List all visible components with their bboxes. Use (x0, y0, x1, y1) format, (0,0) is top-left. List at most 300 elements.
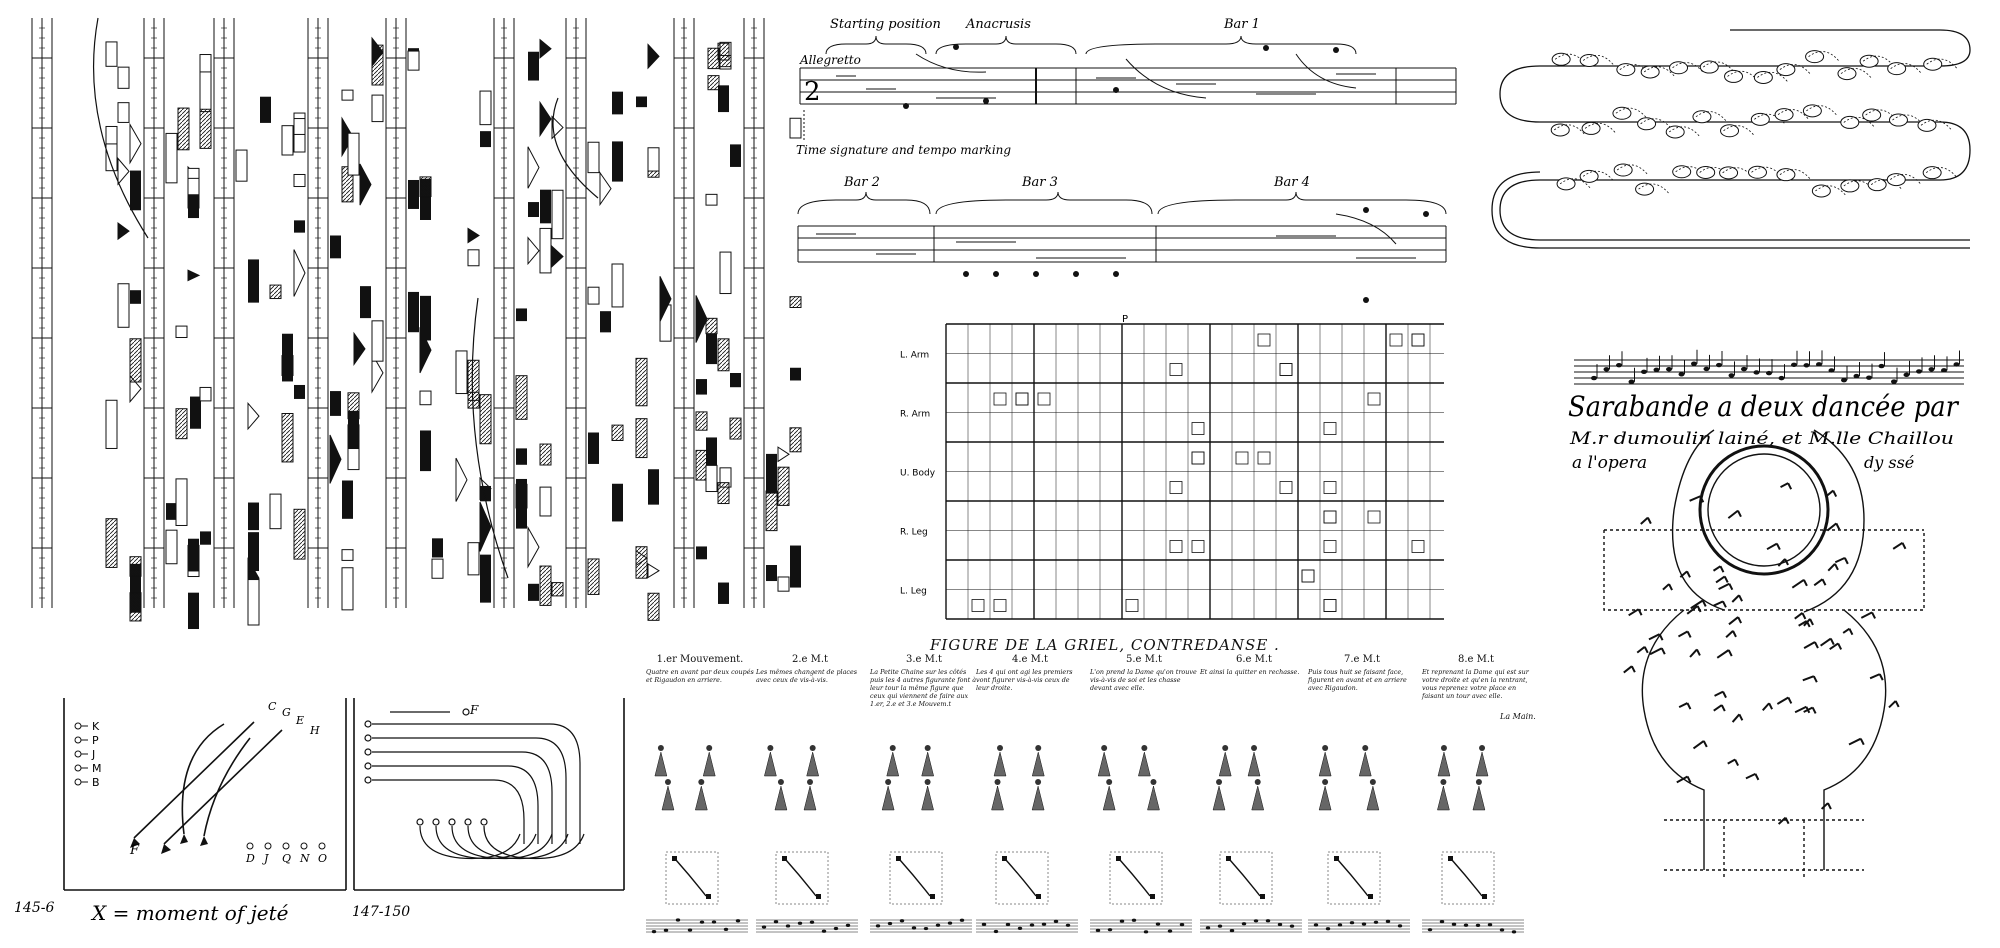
step-sign (1746, 774, 1758, 780)
limb-symbol (1390, 334, 1402, 346)
step-mark (1614, 164, 1632, 176)
feuillet-venue: a l'opera (1572, 453, 1648, 473)
limb-row-label: R. Leg (900, 527, 928, 538)
movement-column (1422, 654, 1530, 700)
limb-symbol (1324, 511, 1336, 523)
step-mark (1748, 166, 1766, 178)
limb-grid-score (896, 316, 1446, 620)
figure-group (976, 745, 1078, 933)
step-mark (1673, 166, 1691, 178)
direction-symbol (552, 246, 563, 266)
step-mark (1552, 53, 1570, 65)
direction-symbol (106, 42, 117, 66)
bar-4-label: Bar 4 (1274, 175, 1310, 190)
step-sign (1849, 739, 1864, 745)
direction-symbol (588, 559, 599, 594)
step-mark (1806, 51, 1824, 63)
limb-symbol (1280, 482, 1292, 494)
direction-symbol (188, 270, 199, 280)
limb-symbol (1258, 334, 1270, 346)
direction-symbol (348, 411, 359, 449)
staff-point-label: J (92, 748, 96, 761)
point-e-label: E (296, 714, 305, 727)
direction-symbol (468, 228, 479, 242)
direction-symbol (294, 385, 305, 399)
direction-symbol (330, 235, 341, 258)
direction-symbol (248, 532, 259, 571)
step-sign (1870, 674, 1883, 680)
direction-symbol (648, 593, 659, 620)
limb-symbol (972, 600, 984, 612)
figure-group (1422, 745, 1524, 933)
direction-symbol (200, 72, 211, 112)
figure-group (756, 745, 858, 933)
limb-symbol (994, 393, 1006, 405)
direction-symbol (200, 387, 211, 400)
limb-row-label: L. Leg (900, 586, 927, 597)
direction-symbol (176, 479, 187, 526)
direction-symbol (118, 103, 129, 123)
step-mark (1551, 124, 1569, 136)
direction-symbol (766, 565, 777, 581)
step-sign (1814, 579, 1825, 585)
step-mark (1666, 126, 1684, 138)
movement-label: 7.e M.t (1343, 654, 1381, 665)
movement-column (1090, 654, 1198, 692)
direction-symbol (176, 326, 187, 337)
limb-symbol (1324, 541, 1336, 553)
direction-symbol (600, 311, 611, 332)
direction-symbol (766, 491, 777, 531)
direction-symbol (480, 395, 491, 444)
limb-symbol (1192, 452, 1204, 464)
limb-symbol (1280, 364, 1292, 376)
direction-symbol (294, 220, 305, 232)
direction-symbol (432, 559, 443, 578)
step-mark (1803, 105, 1821, 117)
step-mark (1889, 114, 1907, 126)
step-sign (1716, 576, 1728, 582)
direction-symbol (372, 95, 383, 122)
step-sign (1779, 818, 1789, 824)
direction-symbol (294, 119, 305, 135)
direction-symbol (648, 564, 659, 578)
step-sign (1827, 491, 1836, 497)
direction-symbol (200, 109, 211, 148)
step-mark (1720, 167, 1738, 179)
movement-label: 5.e M.t (1125, 654, 1163, 665)
direction-symbol (696, 295, 707, 342)
movement-text: L'on prend la Dame qu'on trouve vis-à-vis de soi et les chasse devant avec elle. (1090, 668, 1197, 692)
step-mark (1812, 185, 1830, 197)
movement-label: 6.e M.t (1235, 654, 1273, 665)
limb-symbol (1016, 393, 1028, 405)
step-sign (1690, 649, 1700, 657)
movement-score (796, 14, 1456, 314)
direction-symbol (696, 546, 707, 559)
movement-text: Les 4 qui ont agi les premiers vont figurer vis-à-vis ceux de leur droite. (976, 668, 1073, 692)
direction-symbol (600, 173, 611, 205)
direction-symbol (612, 92, 623, 115)
direction-symbol (696, 450, 707, 480)
step-sign (1728, 760, 1738, 766)
step-mark (1860, 55, 1878, 67)
step-mark (1868, 179, 1886, 191)
direction-symbol (248, 259, 259, 302)
direction-symbol (188, 539, 199, 572)
direction-symbol (516, 448, 527, 464)
lower-point-label: D (246, 852, 255, 865)
lower-point-label: J (264, 852, 269, 865)
direction-symbol (294, 250, 305, 297)
step-mark (1700, 61, 1718, 73)
movement-text: Les mêmes changent de places avec ceux de vis-à-vis. (756, 668, 858, 684)
direction-symbol (330, 435, 341, 483)
step-sign (1803, 676, 1817, 682)
step-sign (1624, 666, 1635, 672)
staff-point-label: B (92, 776, 100, 789)
limb-symbol (1192, 541, 1204, 553)
direction-symbol (106, 400, 117, 448)
step-sign (1804, 642, 1818, 648)
direction-symbol (708, 48, 719, 68)
direction-symbol (612, 264, 623, 307)
step-mark (1775, 109, 1793, 121)
step-sign (1795, 613, 1806, 619)
limb-symbol (1324, 423, 1336, 435)
step-sign (1861, 612, 1875, 618)
step-mark (1693, 111, 1711, 123)
direction-symbol (130, 339, 141, 382)
left-caption: 145-6 (14, 900, 55, 916)
step-mark (1918, 119, 1936, 131)
movement-column (1200, 654, 1308, 676)
limb-symbol (1170, 364, 1182, 376)
direction-symbol (166, 503, 177, 520)
direction-symbol (106, 519, 117, 568)
direction-symbol (294, 509, 305, 559)
direction-symbol (790, 546, 801, 588)
laban-staff (528, 18, 623, 608)
feuillet-notation (1564, 350, 1964, 910)
right-point-label: F (470, 703, 479, 717)
floor-track (1500, 20, 1980, 280)
movement-label: 3.e M.t (905, 654, 943, 665)
gesture-diagram-left (14, 694, 349, 926)
direction-symbol (540, 190, 551, 224)
direction-symbol (636, 358, 647, 405)
direction-symbol (540, 102, 551, 135)
limb-row-label: R. Arm (900, 409, 931, 420)
movement-label: 8.e M.t (1457, 654, 1495, 665)
staff-point-label: M (92, 762, 102, 775)
direction-symbol (372, 321, 383, 361)
direction-symbol (420, 430, 431, 471)
direction-symbol (294, 174, 305, 186)
step-sign (1777, 697, 1791, 703)
direction-symbol (348, 133, 359, 175)
direction-symbol (118, 158, 129, 184)
movement-label: 2.e M.t (791, 654, 829, 665)
direction-symbol (420, 391, 431, 405)
movement-column (646, 654, 754, 684)
direction-symbol (706, 194, 717, 205)
step-sign (1719, 584, 1733, 590)
laban-staff (348, 18, 443, 608)
step-mark (1754, 71, 1772, 83)
direction-symbol (588, 142, 599, 172)
step-mark (1613, 107, 1631, 119)
direction-symbol (540, 566, 551, 605)
step-sign (1792, 580, 1807, 588)
direction-symbol (540, 40, 551, 58)
direction-symbol (178, 108, 189, 150)
step-mark (1751, 113, 1769, 125)
direction-symbol (636, 419, 647, 458)
direction-symbol (612, 141, 623, 181)
direction-symbol (766, 454, 777, 494)
movement-label: 1.er Mouvement. (656, 654, 744, 665)
point-h-label: H (310, 724, 320, 737)
direction-symbol (730, 418, 741, 439)
step-mark (1721, 125, 1739, 137)
step-sign (1726, 631, 1736, 637)
staff-point-label: K (92, 720, 100, 733)
direction-symbol (130, 557, 141, 577)
step-sign (1717, 650, 1731, 658)
direction-symbol (480, 555, 491, 603)
direction-symbol (360, 286, 371, 318)
direction-symbol (330, 391, 341, 416)
movement-column (1308, 654, 1416, 692)
step-sign (1629, 609, 1642, 615)
direction-symbol (432, 538, 443, 557)
step-sign (1763, 703, 1772, 710)
limb-symbol (1412, 334, 1424, 346)
movement-label: 4.e M.t (1011, 654, 1049, 665)
step-sign (1729, 617, 1741, 624)
limb-symbol (1016, 393, 1028, 405)
limb-row-label: L. Arm (900, 350, 930, 361)
direction-symbol (130, 124, 141, 162)
step-mark (1670, 62, 1688, 74)
movement-column (870, 654, 978, 708)
step-mark (1636, 183, 1654, 195)
step-sign (1641, 518, 1651, 524)
laban-staff (106, 18, 201, 621)
step-sign (1679, 703, 1690, 709)
direction-symbol (588, 433, 599, 464)
direction-symbol (248, 580, 259, 625)
direction-symbol (118, 67, 129, 88)
step-mark (1617, 64, 1635, 76)
limb-symbol (994, 600, 1006, 612)
direction-symbol (730, 373, 741, 387)
direction-symbol (540, 487, 551, 516)
direction-symbol (408, 51, 419, 70)
direction-symbol (528, 147, 539, 189)
direction-symbol (260, 97, 271, 123)
limb-symbol (1368, 393, 1380, 405)
step-sign (1821, 639, 1834, 646)
direction-symbol (790, 428, 801, 452)
right-caption: 147-150 (352, 904, 411, 920)
step-sign (1715, 692, 1726, 698)
direction-symbol (528, 52, 539, 81)
direction-symbol (130, 593, 141, 621)
direction-symbol (778, 577, 789, 591)
direction-symbol (248, 403, 259, 429)
step-mark (1863, 109, 1881, 121)
tempo-label: Allegretto (800, 53, 861, 67)
bar-2-label: Bar 2 (844, 175, 880, 190)
step-sign (1893, 543, 1905, 549)
direction-symbol (480, 91, 491, 125)
step-mark (1888, 63, 1906, 75)
direction-symbol (270, 285, 281, 298)
limb-symbol (1324, 511, 1336, 523)
direction-symbol (778, 447, 789, 461)
labanotation-score (38, 18, 778, 628)
step-sign (1889, 701, 1899, 708)
step-mark (1638, 118, 1656, 130)
step-sign (1732, 595, 1742, 602)
direction-symbol (540, 444, 551, 465)
limb-symbol (1412, 334, 1424, 346)
dancer-figures (640, 728, 1560, 948)
direction-symbol (456, 458, 467, 501)
step-mark (1887, 174, 1905, 186)
direction-symbol (718, 339, 729, 371)
movement-text: Quatre en avant par deux coupés et Rigaudon en arriere. (646, 668, 754, 684)
limb-symbol (1302, 570, 1314, 582)
step-mark (1923, 167, 1941, 179)
step-sign (1694, 741, 1707, 748)
limb-symbol (1412, 541, 1424, 553)
direction-symbol (282, 126, 293, 155)
point-g-label: G (282, 706, 291, 719)
point-c-label: C (268, 700, 277, 713)
direction-symbol (342, 90, 353, 100)
direction-symbol (342, 550, 353, 561)
direction-symbol (166, 530, 177, 564)
step-mark (1697, 166, 1715, 178)
direction-symbol (360, 164, 371, 205)
direction-symbol (718, 85, 729, 112)
step-mark (1841, 180, 1859, 192)
figure-group (1200, 745, 1302, 932)
direction-symbol (636, 97, 647, 108)
direction-symbol (516, 308, 527, 321)
direction-symbol (130, 290, 141, 304)
laban-staff (456, 18, 551, 608)
direction-symbol (696, 412, 707, 430)
direction-symbol (528, 238, 539, 264)
direction-symbol (718, 583, 729, 604)
step-mark (1641, 66, 1659, 78)
direction-symbol (718, 43, 729, 60)
anacrusis-label: Anacrusis (966, 17, 1031, 32)
limb-symbol (1368, 511, 1380, 523)
direction-symbol (420, 177, 431, 197)
feuillet-dancers: M.r dumoulin lainé, et M.lle Chaillou (1568, 429, 1954, 449)
step-sign (1843, 629, 1852, 635)
limb-symbol (1324, 600, 1336, 612)
floor-track-diagram (1500, 20, 1980, 280)
direction-symbol (408, 180, 419, 209)
figure-group (1090, 745, 1192, 933)
dance-path-circle (1700, 446, 1828, 574)
step-sign (1728, 511, 1741, 518)
step-sign (1828, 564, 1838, 571)
direction-symbol (612, 484, 623, 522)
direction-symbol (342, 568, 353, 610)
direction-symbol (236, 150, 247, 181)
feuillet-title: Sarabande a deux dancée par (1568, 390, 1960, 423)
limb-symbol (1280, 364, 1292, 376)
direction-symbol (718, 483, 729, 504)
step-mark (1924, 58, 1942, 70)
figure-group (646, 745, 748, 933)
final-note: La Main. (1500, 712, 1536, 721)
movement-column (756, 654, 864, 684)
direction-symbol (540, 228, 551, 272)
direction-symbol (468, 360, 479, 400)
arc-path (372, 724, 580, 844)
direction-symbol (354, 333, 365, 364)
direction-symbol (200, 531, 211, 544)
step-sign (1795, 707, 1809, 713)
direction-symbol (696, 379, 707, 395)
direction-symbol (516, 479, 527, 529)
direction-symbol (730, 144, 741, 167)
step-sign (1678, 631, 1690, 637)
direction-symbol (720, 252, 731, 293)
movement-column (976, 654, 1084, 692)
step-sign (1714, 705, 1725, 711)
direction-symbol (130, 171, 141, 211)
moment-caption: X = moment of jeté (92, 901, 289, 925)
lower-point-label: N (300, 852, 310, 865)
laban-staff (706, 18, 801, 608)
direction-symbol (528, 528, 539, 567)
limb-symbol (1302, 570, 1314, 582)
bar-1-label: Bar 1 (1224, 17, 1260, 32)
direction-symbol (480, 502, 491, 551)
direction-symbol (516, 376, 527, 420)
limb-symbol (1324, 600, 1336, 612)
direction-symbol (282, 414, 293, 462)
laban-staff (270, 18, 365, 610)
movement-text: La Petite Chaine sur les côtés puis les 4 autres figurante font à leur tour la même figure que ceux qui viennent de faire aux 1.er, 2.e et 3.e Mouvem.t (870, 668, 977, 708)
direction-symbol (456, 351, 467, 394)
limb-symbol (1170, 482, 1182, 494)
direction-symbol (790, 368, 801, 381)
contredanse-plate (640, 636, 1560, 930)
time-signature-note: Time signature and tempo marking (796, 143, 1012, 157)
limb-row-label: U. Body (900, 468, 936, 479)
time-signature: 2 (804, 77, 821, 107)
step-mark (1580, 54, 1598, 66)
direction-symbol (528, 584, 539, 601)
limb-symbol (1192, 452, 1204, 464)
direction-symbol (166, 133, 177, 182)
direction-symbol (118, 284, 129, 328)
step-sign (1830, 643, 1841, 649)
step-sign (1649, 634, 1663, 640)
limb-symbol (1170, 541, 1182, 553)
limb-grid (896, 316, 1446, 620)
